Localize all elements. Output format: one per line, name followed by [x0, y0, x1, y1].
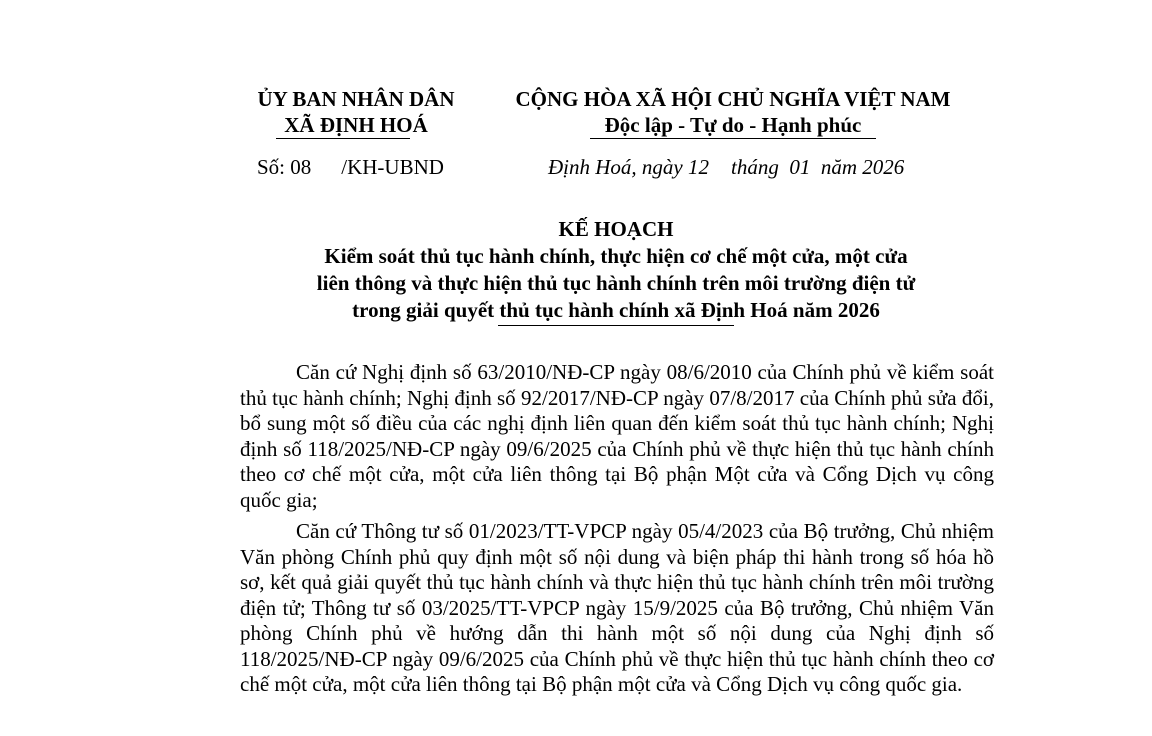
org-name-line2: XÃ ĐỊNH HOÁ [284, 113, 428, 137]
number-label: Số: 08 [257, 155, 312, 179]
org-underline [276, 138, 410, 139]
issuing-organization [236, 86, 476, 138]
body-paragraph: Căn cứ Thông tư số 01/2023/TT-VPCP ngày 05/4/2023 của Bộ trưởng, Chủ nhiệm Văn phòng Chính phủ quy định một số nội dung và biện pháp thi hành trong số hóa hồ sơ, kết quả giải quyết thủ tục hành chính và thực hiện thủ tục hành chính trên môi trường điện tử; Thông tư số 03/2025/TT-VPCP ngày 15/9/2025 của Bộ trưởng, Chủ nhiệm Văn phòng Chính phủ về hướng dẫn thi hành một số nội dung của Nghị định số 118/2025/NĐ-CP ngày 09/6/2025 của Chính phủ về thực hiện thủ tục hành chính theo cơ chế một cửa, một cửa liên thông tại Bộ phận một cửa và Cổng Dịch vụ công quốc gia. [240, 519, 994, 696]
motto-underline [590, 138, 876, 139]
title-line3: trong giải quyết thủ tục hành chính xã Định Hoá năm 2026 [352, 298, 880, 322]
title-underline [498, 325, 734, 326]
national-motto [490, 86, 976, 138]
document-number [257, 154, 444, 180]
document-date [548, 154, 904, 180]
date-month-year: tháng 01 năm 2026 [731, 155, 905, 179]
document-type: KẾ HOẠCH [558, 217, 674, 241]
document-title [240, 216, 992, 324]
nation-name: CỘNG HÒA XÃ HỘI CHỦ NGHĨA VIỆT NAM [515, 87, 951, 111]
title-line2: liên thông và thực hiện thủ tục hành chính trên môi trường điện tử [316, 271, 916, 295]
org-name-line1: ỦY BAN NHÂN DÂN [257, 87, 455, 111]
motto: Độc lập - Tự do - Hạnh phúc [604, 113, 862, 137]
title-line1: Kiểm soát thủ tục hành chính, thực hiện cơ chế một cửa, một cửa [324, 244, 908, 268]
date-place: Định Hoá, ngày 12 [548, 155, 709, 179]
body-paragraph: Căn cứ Nghị định số 63/2010/NĐ-CP ngày 08/6/2010 của Chính phủ về kiểm soát thủ tục hành chính; Nghị định số 92/2017/NĐ-CP ngày 07/8/2017 của Chính phủ sửa đổi, bổ sung một số điều của các nghị định liên quan đến kiểm soát thủ tục hành chính; Nghị định số 118/2025/NĐ-CP ngày 09/6/2025 của Chính phủ về thực hiện thủ tục hành chính theo cơ chế một cửa, một cửa liên thông tại Bộ phận Một cửa và Cổng Dịch vụ công quốc gia; [240, 360, 994, 512]
document-body [240, 360, 994, 704]
number-suffix: /KH-UBND [341, 155, 444, 179]
